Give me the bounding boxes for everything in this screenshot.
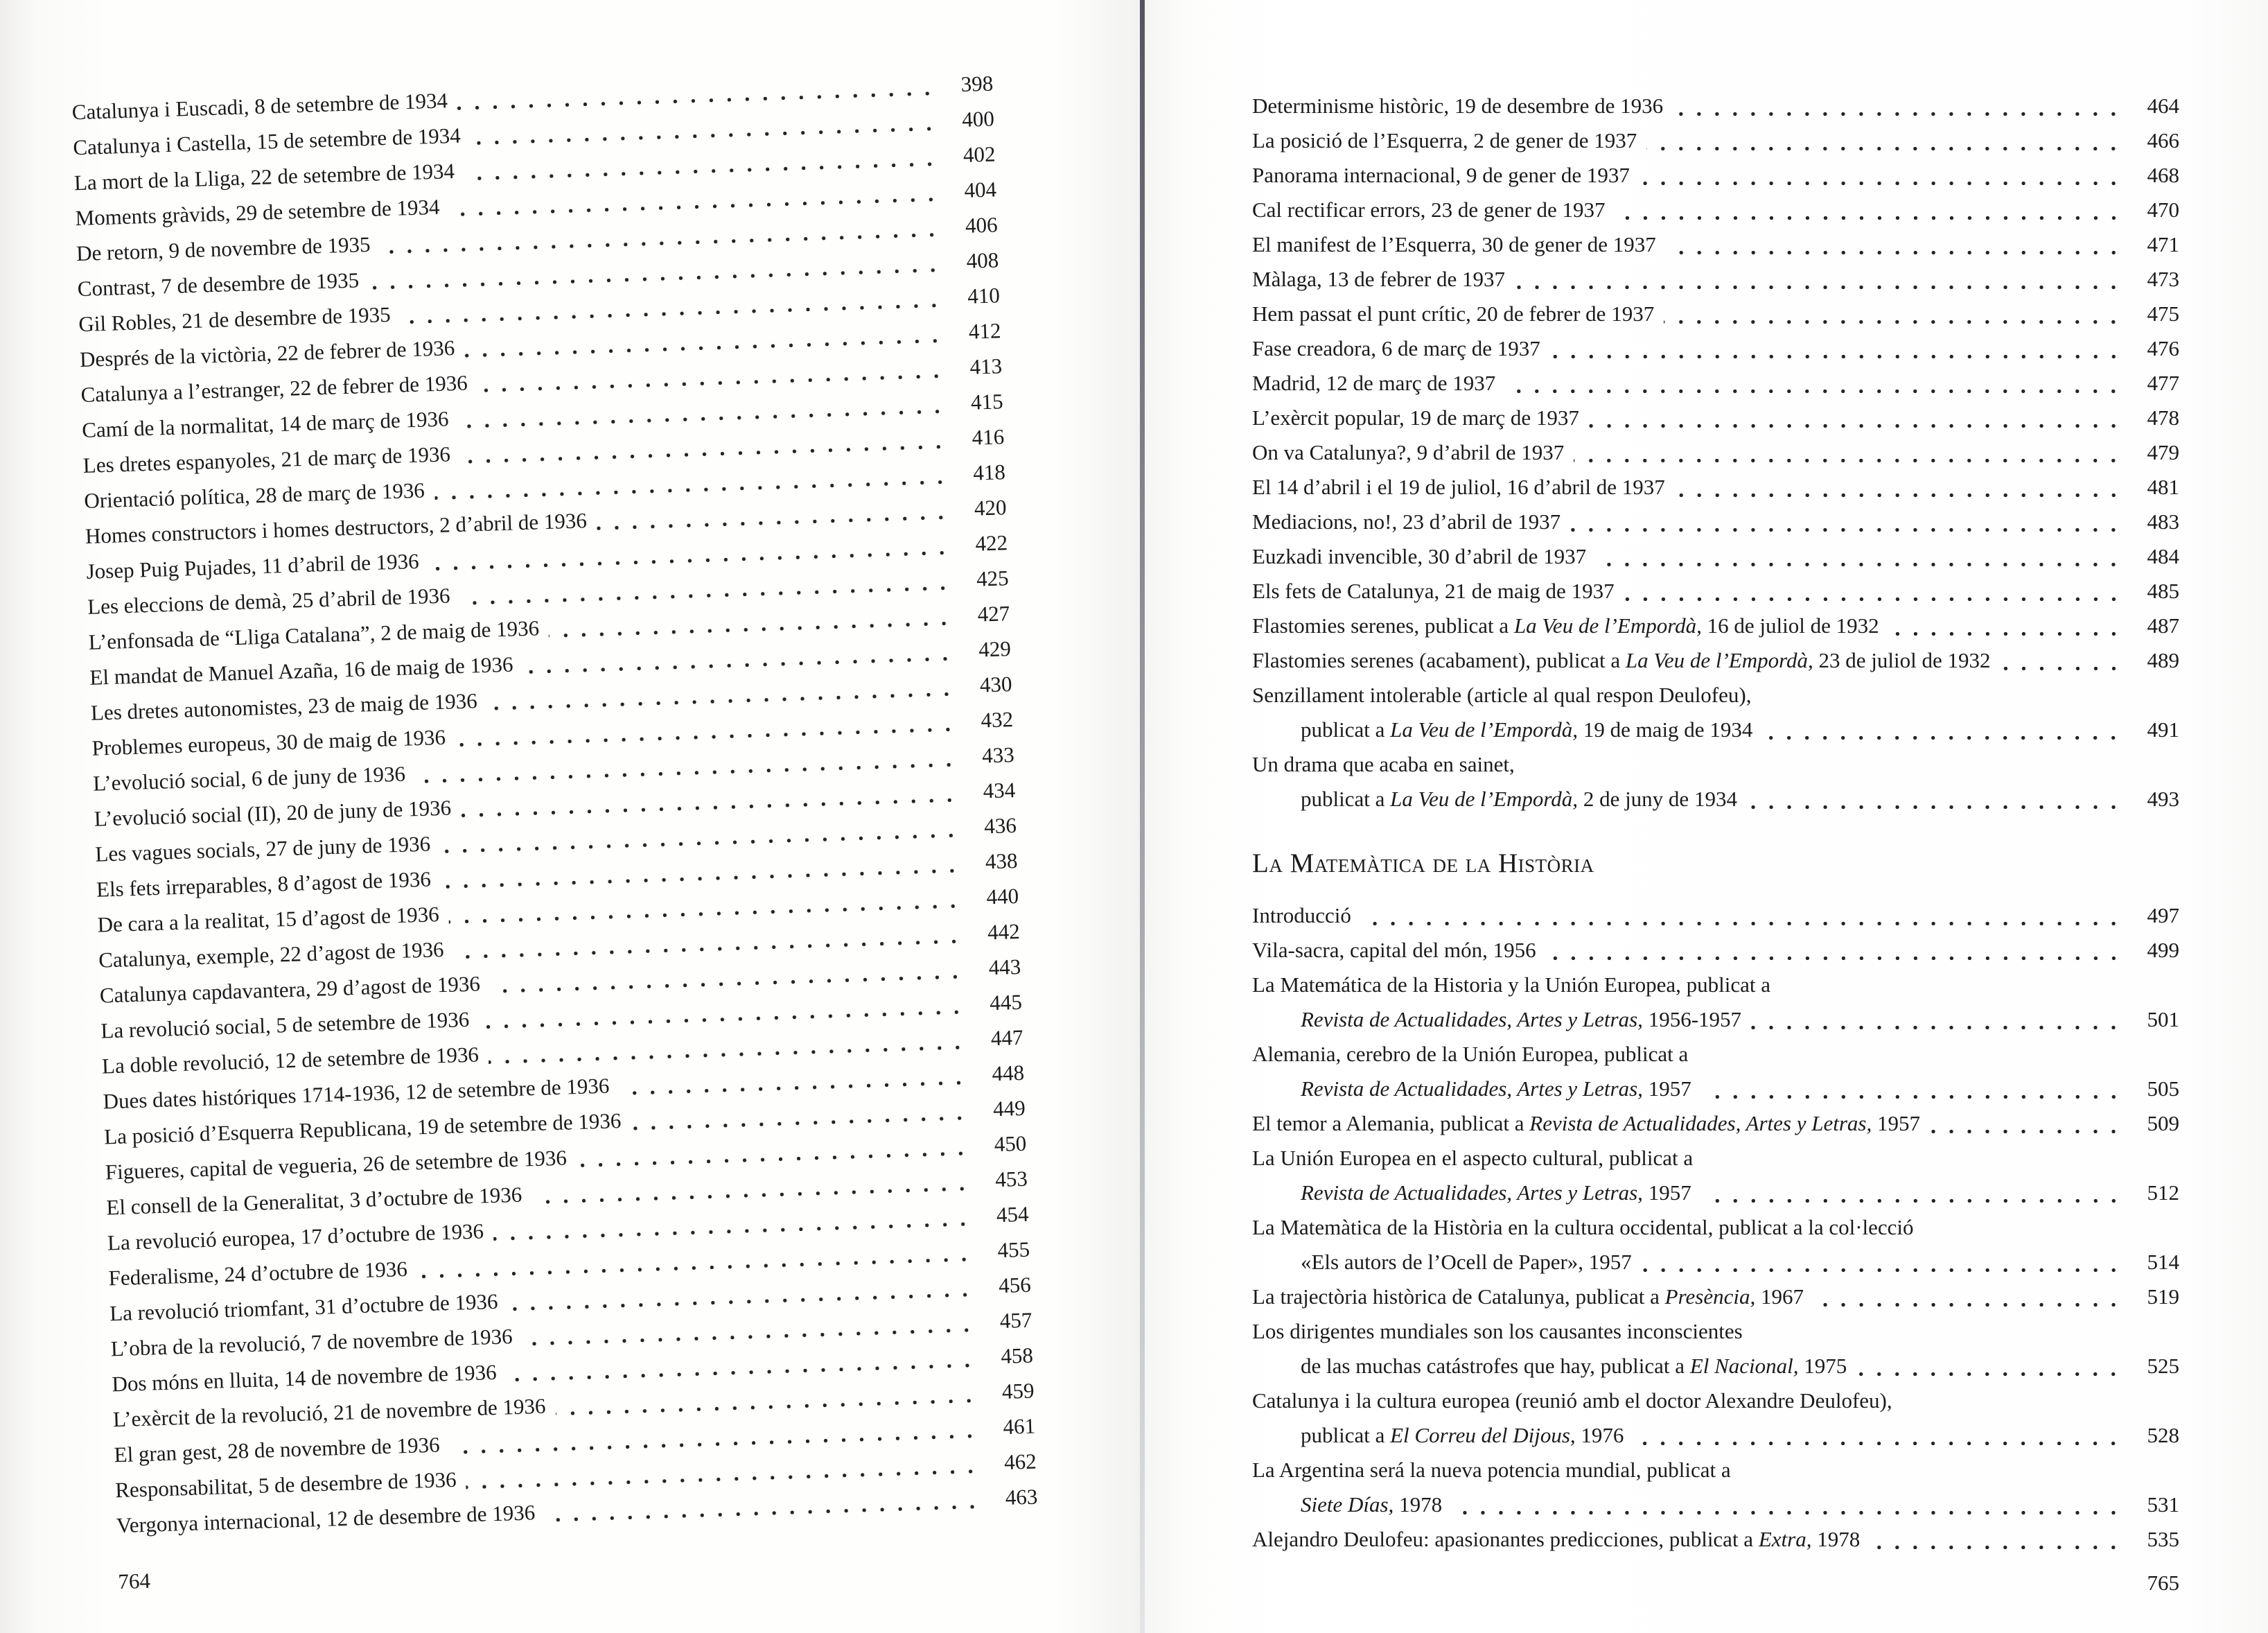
toc-entry-title: Revista de Actualidades, Artes y Letras, 1956-1957 [1301, 1007, 1742, 1031]
toc-page-number: 453 [994, 1166, 1028, 1192]
toc-entry-line [1252, 609, 2179, 643]
toc-page-number: 449 [992, 1095, 1026, 1121]
toc-entry-title: Catalunya i Euscadi, 8 de setembre de 1934 [71, 88, 448, 125]
toc-entry-title: Orientació política, 28 de març de 1936 [83, 478, 425, 513]
toc-page-number: 404 [963, 177, 997, 202]
toc-entry-line [1252, 470, 2179, 505]
toc-entry-line [1252, 574, 2179, 609]
toc-page-number: 481 [2147, 475, 2179, 499]
toc-page-number: 454 [996, 1201, 1029, 1228]
dot-leader [1624, 597, 2122, 602]
toc-entry-title: publicat a La Veu de l’Empordà, 2 de juny de 1934 [1301, 787, 1737, 811]
toc-entry-line [1252, 1487, 2179, 1522]
toc-page-number: 443 [988, 954, 1021, 980]
toc-page-number: 463 [1005, 1484, 1038, 1510]
toc-page-number: 497 [2147, 903, 2179, 927]
toc-page-number: 422 [974, 530, 1008, 556]
toc-entry-title: Contrast, 7 de desembre de 1935 [77, 268, 360, 302]
dot-leader [1596, 562, 2122, 567]
toc-page-number: 412 [968, 318, 1001, 344]
toc-page-number: 473 [2147, 267, 2179, 291]
dot-leader [1633, 1441, 2122, 1446]
toc-entry-title: La Matemàtica de la Història en la cultura occidental, publicat a la col·lecció [1252, 1215, 1914, 1239]
toc-entry-title: L’evolució social (II), 20 de juny de 1936 [94, 795, 452, 831]
dot-leader [1856, 1372, 2122, 1377]
toc-page-number: 413 [969, 353, 1003, 379]
toc-page-number: 501 [2147, 1007, 2179, 1031]
toc-entry-line [1252, 1072, 2179, 1106]
toc-page-number: 434 [983, 777, 1016, 803]
toc-page-number: 438 [985, 848, 1018, 874]
dot-leader [1664, 320, 2122, 324]
toc-entry-title: Màlaga, 13 de febrer de 1937 [1252, 267, 1505, 291]
toc-entry-title: L’exèrcit de la revolució, 21 de novembre de 1936 [112, 1393, 547, 1432]
toc-page-number: 442 [987, 918, 1021, 945]
toc-page-number: 483 [2147, 509, 2179, 534]
toc-page-number: 458 [1000, 1343, 1034, 1369]
dot-leader [1574, 458, 2122, 463]
toc-page-number: 461 [1003, 1413, 1036, 1439]
toc-entry-title: El mandat de Manuel Azaña, 16 de maig de 1936 [89, 652, 513, 690]
toc-entry-title: Catalunya i la cultura europea (reunió amb el doctor Alexandre Deulofeu), [1252, 1388, 1892, 1413]
dot-leader [1505, 389, 2122, 394]
dot-leader [1675, 493, 2122, 498]
toc-page-number: 468 [2147, 163, 2179, 187]
toc-entry-title: El consell de la Generalitat, 3 d’octubre de 1936 [105, 1182, 522, 1220]
toc-entry-line [1252, 678, 2179, 713]
toc-entry-title: La revolució social, 5 de setembre de 1936 [100, 1006, 470, 1043]
toc-page-number: 429 [978, 636, 1012, 662]
dot-leader [1546, 956, 2122, 961]
toc-entry-title: Mediacions, no!, 23 d’abril de 1937 [1252, 509, 1561, 534]
toc-entry-title: Gil Robles, 21 de desembre de 1935 [78, 302, 392, 337]
toc-entry-line [1252, 713, 2179, 747]
toc-entry-title: Dos móns en lluita, 14 de novembre de 1936 [111, 1359, 498, 1397]
toc-entry-title: Moments gràvids, 29 de setembre de 1934 [75, 194, 440, 231]
toc-entry-title: La trajectòria històrica de Catalunya, publicat a Presència, 1967 [1252, 1284, 1804, 1309]
toc-page-number: 457 [999, 1307, 1032, 1334]
dot-leader [1673, 112, 2122, 116]
toc-page-number: 398 [960, 71, 994, 96]
toc-entry-title: Flastomies serenes, publicat a La Veu de l’Empordà, 16 de juliol de 1932 [1252, 613, 1879, 638]
toc-entry-title: Els fets de Catalunya, 21 de maig de 1937 [1252, 579, 1615, 603]
toc-entry-line [1252, 1349, 2179, 1383]
toc-entry-line [1252, 262, 2179, 297]
toc-entry-title: El temor a Alemania, publicat a Revista de Actualidades, Artes y Letras, 1957 [1252, 1111, 1920, 1135]
toc-entry-line [1252, 1106, 2179, 1141]
toc-page-number: 505 [2147, 1076, 2179, 1101]
dot-leader [1930, 1129, 2122, 1134]
toc-entry-title: Introducció [1252, 903, 1351, 927]
dot-leader [1762, 735, 2122, 740]
toc-entry-line [1252, 643, 2179, 678]
toc-entry-title: Los dirigentes mundiales son los causantes inconscientes [1252, 1319, 1743, 1343]
toc-entry-title: De cara a la realitat, 15 d’agost de 1936 [97, 902, 440, 937]
toc-page-number: 440 [985, 883, 1019, 909]
toc-page-number: 432 [980, 707, 1014, 733]
toc-entry-line [1252, 898, 2179, 933]
toc-page-number: 420 [974, 495, 1007, 521]
dot-leader [1570, 527, 2122, 532]
toc-page-number: 433 [981, 742, 1015, 768]
toc-page-number: 416 [972, 424, 1005, 450]
toc-entry-title: L’enfonsada de “Lliga Catalana”, 2 de maig de 1936 [88, 615, 540, 654]
left-toc-list [71, 65, 1038, 1543]
toc-entry-line [1252, 1522, 2179, 1557]
dot-leader [2001, 666, 2122, 671]
toc-entry-line [1252, 782, 2179, 816]
toc-page-number: 456 [998, 1272, 1032, 1298]
toc-entry-title: Euzkadi invencible, 30 d’abril de 1937 [1252, 544, 1587, 568]
toc-entry-line [1252, 933, 2179, 968]
toc-entry-title: El manifest de l’Esquerra, 30 de gener de 1937 [1252, 232, 1656, 256]
toc-entry-line [1252, 747, 2179, 782]
toc-entry-title: Senzillament intolerable (article al qual respon Deulofeu), [1252, 683, 1752, 707]
toc-entry-title: La Unión Europea en el aspecto cultural, publicat a [1252, 1146, 1694, 1170]
toc-entry-line [1252, 1037, 2179, 1072]
toc-page-number: 450 [994, 1130, 1027, 1157]
toc-entry-line [1252, 435, 2179, 470]
toc-entry-line [1252, 193, 2179, 227]
toc-entry-title: La revolució triomfant, 31 d’octubre de 1936 [109, 1289, 498, 1326]
toc-entry-line [1252, 1453, 2179, 1487]
toc-entry-title: Siete Días, 1978 [1301, 1492, 1443, 1517]
toc-entry-title: El 14 d’abril i el 19 de juliol, 16 d’abril de 1937 [1252, 475, 1665, 499]
toc-entry-title: La mort de la Lliga, 22 de setembre de 1934 [73, 158, 455, 195]
toc-page-number: 402 [962, 141, 996, 167]
toc-entry-title: Fase creadora, 6 de març de 1937 [1252, 336, 1540, 360]
toc-page-number: 455 [997, 1237, 1030, 1263]
toc-page-number: 430 [979, 672, 1012, 697]
toc-entry-title: Catalunya a l’estranger, 22 de febrer de 1936 [80, 370, 468, 408]
dot-leader [1666, 250, 2122, 255]
toc-page-number: 476 [2147, 336, 2179, 360]
toc-entry-line [1252, 505, 2179, 539]
toc-page-number: 406 [965, 212, 999, 238]
dot-leader [1701, 1198, 2122, 1203]
toc-page-number: 519 [2147, 1284, 2179, 1309]
toc-entry-line [1252, 158, 2179, 193]
toc-entry-title: On va Catalunya?, 9 d’abril de 1937 [1252, 440, 1565, 464]
toc-page-number: 425 [976, 566, 1010, 591]
toc-entry-title: L’obra de la revolució, 7 de novembre de 1936 [110, 1324, 513, 1361]
toc-page-number: 470 [2147, 198, 2179, 222]
toc-entry-title: Cal rectificar errors, 23 de gener de 1937 [1252, 198, 1606, 222]
dot-leader [1361, 921, 2122, 926]
toc-entry-line [1252, 123, 2179, 158]
toc-entry-title: Hem passat el punt crític, 20 de febrer de 1937 [1252, 302, 1655, 326]
toc-section-heading: La Matemàtica de la Història [1252, 848, 1594, 878]
toc-entry-line [1252, 366, 2179, 401]
left-folio-page-number: 764 [117, 1568, 151, 1594]
toc-entry-title: De retorn, 9 de novembre de 1935 [76, 232, 371, 266]
toc-entry-title: «Els autors de l’Ocell de Paper», 1957 [1301, 1250, 1632, 1274]
toc-page-number: 410 [967, 283, 1001, 308]
toc-entry-title: Vergonya internacional, 12 de desembre de 1936 [116, 1500, 536, 1538]
dot-leader [1813, 1302, 2122, 1307]
toc-page-number: 427 [977, 601, 1010, 627]
toc-entry-title: La posició de l’Esquerra, 2 de gener de 1937 [1252, 128, 1637, 152]
toc-entry-title: La posició d’Esquerra Republicana, 19 de setembre de 1936 [103, 1108, 622, 1149]
toc-entry-title: Les dretes autonomistes, 23 de maig de 1936 [90, 688, 478, 725]
toc-page-number: 445 [989, 989, 1023, 1015]
book-gutter-shadow [1140, 0, 1145, 1633]
toc-entry-line [1252, 1280, 2179, 1314]
toc-page-number: 528 [2147, 1423, 2179, 1447]
toc-entry-title: publicat a La Veu de l’Empordà, 19 de maig de 1934 [1301, 717, 1753, 742]
toc-entry-title: Després de la victòria, 22 de febrer de 1936 [79, 335, 455, 372]
toc-entry-title: Figueres, capital de vegueria, 26 de setembre de 1936 [105, 1145, 568, 1185]
toc-page-number: 400 [961, 106, 995, 132]
toc-entry-title: La revolució europea, 17 d’octubre de 1936 [107, 1219, 484, 1255]
toc-entry-line [1252, 1210, 2179, 1245]
toc-entry-title: El gran gest, 28 de novembre de 1936 [114, 1432, 441, 1467]
toc-entry-line [1252, 1418, 2179, 1453]
toc-entry-title: L’exèrcit popular, 19 de març de 1937 [1252, 405, 1579, 430]
toc-page-number: 464 [2147, 94, 2179, 118]
toc-entry-title: Alemania, cerebro de la Unión Europea, publicat a [1252, 1042, 1689, 1066]
toc-entry-title: Federalisme, 24 d’octubre de 1936 [108, 1256, 408, 1291]
toc-entry-title: Les vagues socials, 27 de juny de 1936 [94, 831, 431, 866]
toc-page-number: 447 [990, 1024, 1023, 1051]
toc-page-number: 408 [966, 247, 999, 273]
toc-entry-line [1252, 539, 2179, 574]
toc-entry-title: de las muchas catástrofes que hay, publicat a El Nacional, 1975 [1301, 1354, 1847, 1378]
toc-page-number: 479 [2147, 440, 2179, 464]
toc-entry-line [1252, 1176, 2179, 1210]
toc-entry-title: publicat a El Correu del Dijous, 1976 [1301, 1423, 1624, 1447]
right-toc-list-top [1252, 89, 2179, 816]
toc-page-number: 525 [2147, 1354, 2179, 1378]
toc-entry-title: Catalunya i Castella, 15 de setembre de 1934 [72, 123, 461, 160]
toc-page-number: 499 [2147, 938, 2179, 962]
toc-entry-title: La Argentina será la nueva potencia mundial, publicat a [1252, 1458, 1731, 1482]
toc-entry-title: Les dretes espanyoles, 21 de març de 1936 [82, 442, 451, 478]
toc-entry-title: Vila-sacra, capital del món, 1956 [1252, 938, 1536, 962]
toc-entry-title: Un drama que acaba en sainet, [1252, 752, 1515, 776]
toc-entry-title: Els fets irreparables, 8 d’agost de 1936 [96, 866, 432, 902]
toc-entry-line [1252, 968, 2179, 1002]
toc-entry-line [1252, 297, 2179, 331]
toc-entry-line [1252, 1383, 2179, 1418]
toc-entry-line [1252, 1141, 2179, 1176]
toc-page-number: 491 [2147, 717, 2179, 742]
right-page-content [1145, 0, 2268, 1600]
toc-page-number: 493 [2147, 787, 2179, 811]
toc-entry-title: La doble revolució, 12 de setembre de 1936 [101, 1042, 480, 1079]
right-toc-list-bottom [1252, 898, 2179, 1557]
toc-page-number: 418 [972, 460, 1006, 485]
toc-entry-title: Revista de Actualidades, Artes y Letras, 1957 [1301, 1076, 1691, 1101]
toc-page-number: 466 [2147, 128, 2179, 152]
toc-entry-title: Alejandro Deulofeu: apasionantes predicciones, publicat a Extra, 1978 [1252, 1527, 1861, 1551]
toc-entry-title: Catalunya, exemple, 22 d’agost de 1936 [98, 936, 445, 972]
toc-page-number: 477 [2147, 371, 2179, 395]
toc-page-number: 478 [2147, 405, 2179, 430]
toc-entry-line [1252, 1314, 2179, 1349]
toc-entry-title: Catalunya capdavantera, 29 d’agost de 1936 [99, 971, 481, 1008]
toc-entry-line [1252, 401, 2179, 435]
toc-page-number: 471 [2147, 232, 2179, 256]
dot-leader [1615, 216, 2122, 220]
right-page [1145, 0, 2268, 1633]
dot-leader [1515, 285, 2122, 290]
toc-page-number: 489 [2147, 648, 2179, 672]
right-folio-page-number: 765 [2147, 1571, 2179, 1595]
toc-entry-title: Panorama internacional, 9 de gener de 1937 [1252, 163, 1630, 187]
toc-entry-title: Determinisme històric, 19 de desembre de 1936 [1252, 94, 1664, 118]
toc-entry-line [1252, 1245, 2179, 1280]
toc-page-number: 514 [2147, 1250, 2179, 1274]
dot-leader [1747, 805, 2122, 810]
toc-entry-title: Revista de Actualidades, Artes y Letras, 1957 [1301, 1180, 1691, 1205]
dot-leader [1550, 354, 2122, 359]
toc-entry-line [1252, 227, 2179, 262]
toc-entry-title: Problemes europeus, 30 de maig de 1936 [91, 724, 446, 760]
dot-leader [1751, 1025, 2122, 1030]
dot-leader [1646, 146, 2122, 151]
toc-page-number: 475 [2147, 302, 2179, 326]
toc-entry-line [1252, 331, 2179, 366]
dot-leader [1452, 1510, 2122, 1515]
dot-leader [1701, 1094, 2122, 1099]
toc-page-number: 485 [2147, 579, 2179, 603]
toc-entry-line [1252, 89, 2179, 123]
toc-page-number: 459 [1001, 1378, 1035, 1404]
toc-page-number: 448 [991, 1060, 1025, 1086]
toc-entry-title: Camí de la normalitat, 14 de març de 1936 [81, 406, 449, 443]
toc-entry-title: Josep Puig Pujades, 11 d’abril de 1936 [86, 548, 420, 584]
dot-leader [1640, 181, 2122, 186]
toc-entry-title: Flastomies serenes (acabament), publicat a La Veu de l’Empordà, 23 de juliol de 1932 [1252, 648, 1991, 672]
dot-leader [1642, 1268, 2122, 1273]
toc-entry-line [1252, 1002, 2179, 1037]
dot-leader [1870, 1545, 2122, 1550]
toc-entry-title: Dues dates históriques 1714-1936, 12 de setembre de 1936 [103, 1073, 610, 1114]
toc-entry-title: Les eleccions de demà, 25 d’abril de 1936 [87, 583, 450, 619]
toc-page-number: 487 [2147, 613, 2179, 638]
toc-entry-title: Madrid, 12 de març de 1937 [1252, 371, 1496, 395]
left-page-content [0, 0, 1140, 1602]
toc-entry-title: Homes constructors i homes destructors, 2 d’abril de 1936 [85, 508, 588, 548]
toc-page-number: 462 [1003, 1449, 1037, 1474]
toc-page-number: 436 [983, 812, 1017, 839]
dot-leader [1889, 631, 2122, 636]
toc-page-number: 512 [2147, 1180, 2179, 1205]
toc-entry-title: L’evolució social, 6 de juny de 1936 [92, 761, 406, 796]
toc-page-number: 535 [2147, 1527, 2179, 1551]
toc-entry-title: La Matemática de la Historia y la Unión Europea, publicat a [1252, 972, 1771, 997]
toc-page-number: 415 [970, 389, 1004, 414]
toc-page-number: 509 [2147, 1111, 2179, 1135]
toc-entry-title: Responsabilitat, 5 de desembre de 1936 [114, 1467, 457, 1503]
dot-leader [1589, 423, 2122, 428]
toc-page-number: 531 [2147, 1492, 2179, 1517]
toc-page-number: 484 [2147, 544, 2179, 568]
dot-leader [545, 1504, 981, 1523]
